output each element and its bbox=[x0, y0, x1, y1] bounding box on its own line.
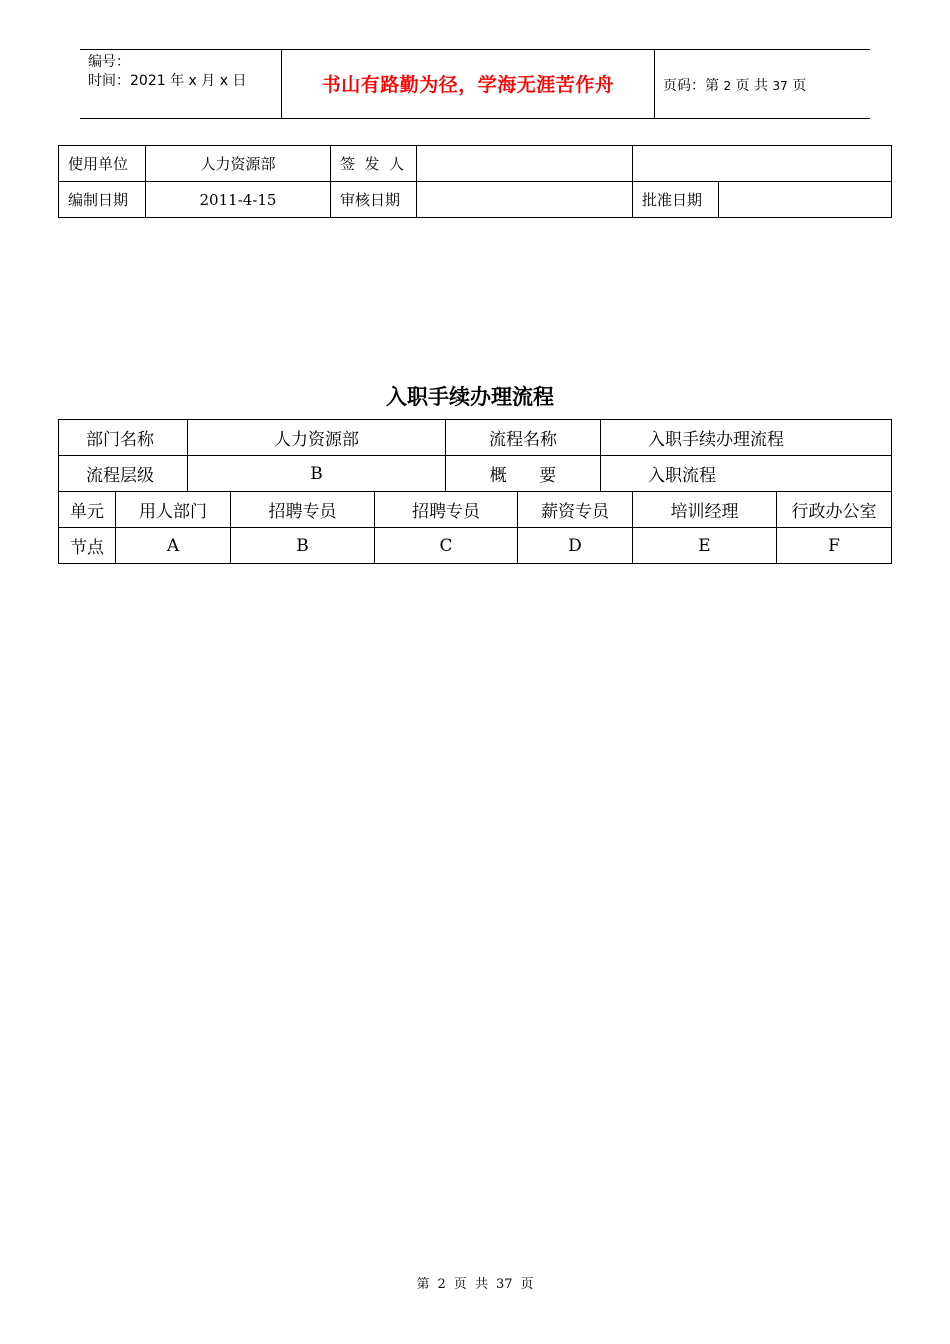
unit-label: 使用单位 bbox=[59, 146, 146, 182]
compile-date-value: 2011-4-15 bbox=[146, 182, 331, 218]
header-page-info bbox=[663, 75, 806, 95]
node-header: 节点 bbox=[59, 528, 116, 564]
process-level-label: 流程层级 bbox=[59, 456, 188, 492]
unit-cell: 用人部门 bbox=[116, 492, 231, 528]
document-info-table bbox=[58, 145, 892, 218]
department-name-label: 部门名称 bbox=[59, 420, 188, 456]
footer-total: 37 bbox=[496, 1277, 513, 1292]
unit-cell: 招聘专员 bbox=[231, 492, 375, 528]
document-number-label: 编号： bbox=[88, 54, 130, 70]
page-total: 37 bbox=[772, 79, 788, 93]
unit-cell: 行政办公室 bbox=[777, 492, 892, 528]
extra-cell bbox=[633, 146, 892, 182]
footer-current: 2 bbox=[437, 1277, 446, 1292]
unit-cell: 培训经理 bbox=[633, 492, 777, 528]
summary-value: 入职流程 bbox=[601, 456, 892, 492]
process-info-table bbox=[58, 419, 892, 492]
header-divider bbox=[654, 50, 655, 118]
unit-cell: 招聘专员 bbox=[375, 492, 518, 528]
node-cell: D bbox=[518, 528, 633, 564]
footer-mid: 页 共 bbox=[453, 1277, 488, 1292]
compile-date-label: 编制日期 bbox=[59, 182, 146, 218]
process-name-label: 流程名称 bbox=[446, 420, 601, 456]
table-row bbox=[59, 528, 892, 564]
node-cell: B bbox=[231, 528, 375, 564]
signer-label: 签 发 人 bbox=[331, 146, 417, 182]
review-date-value bbox=[417, 182, 633, 218]
unit-cell: 薪资专员 bbox=[518, 492, 633, 528]
page-current: 2 bbox=[723, 79, 732, 93]
process-nodes-table bbox=[58, 491, 892, 564]
process-name-value: 入职手续办理流程 bbox=[601, 420, 892, 456]
node-cell: C bbox=[375, 528, 518, 564]
department-name-value: 人力资源部 bbox=[188, 420, 446, 456]
node-cell: F bbox=[777, 528, 892, 564]
footer-prefix: 第 bbox=[416, 1277, 430, 1292]
summary-label: 概 要 bbox=[446, 456, 601, 492]
table-row bbox=[59, 492, 892, 528]
page-suffix: 页 bbox=[792, 78, 807, 94]
page-prefix: 页码：第 bbox=[663, 78, 719, 94]
process-level-value: B bbox=[188, 456, 446, 492]
approve-date-value bbox=[719, 182, 892, 218]
node-cell: A bbox=[116, 528, 231, 564]
page-title: 入职手续办理流程 bbox=[386, 385, 554, 409]
unit-header: 单元 bbox=[59, 492, 116, 528]
node-cell: E bbox=[633, 528, 777, 564]
review-date-label: 审核日期 bbox=[331, 182, 417, 218]
signer-value bbox=[417, 146, 633, 182]
table-row bbox=[59, 456, 892, 492]
table-row bbox=[59, 182, 892, 218]
footer-suffix: 页 bbox=[520, 1277, 534, 1292]
document-time: 时间：2021 年 x 月 x 日 bbox=[88, 73, 247, 89]
approve-date-label: 批准日期 bbox=[633, 182, 719, 218]
page-mid: 页 共 bbox=[735, 78, 768, 94]
page-header bbox=[80, 49, 870, 119]
table-row bbox=[59, 146, 892, 182]
page-footer bbox=[0, 1273, 950, 1292]
table-row bbox=[59, 420, 892, 456]
unit-value: 人力资源部 bbox=[146, 146, 331, 182]
header-meta bbox=[88, 53, 246, 91]
header-motto: 书山有路勤为径，学海无涯苦作舟 bbox=[321, 74, 615, 96]
